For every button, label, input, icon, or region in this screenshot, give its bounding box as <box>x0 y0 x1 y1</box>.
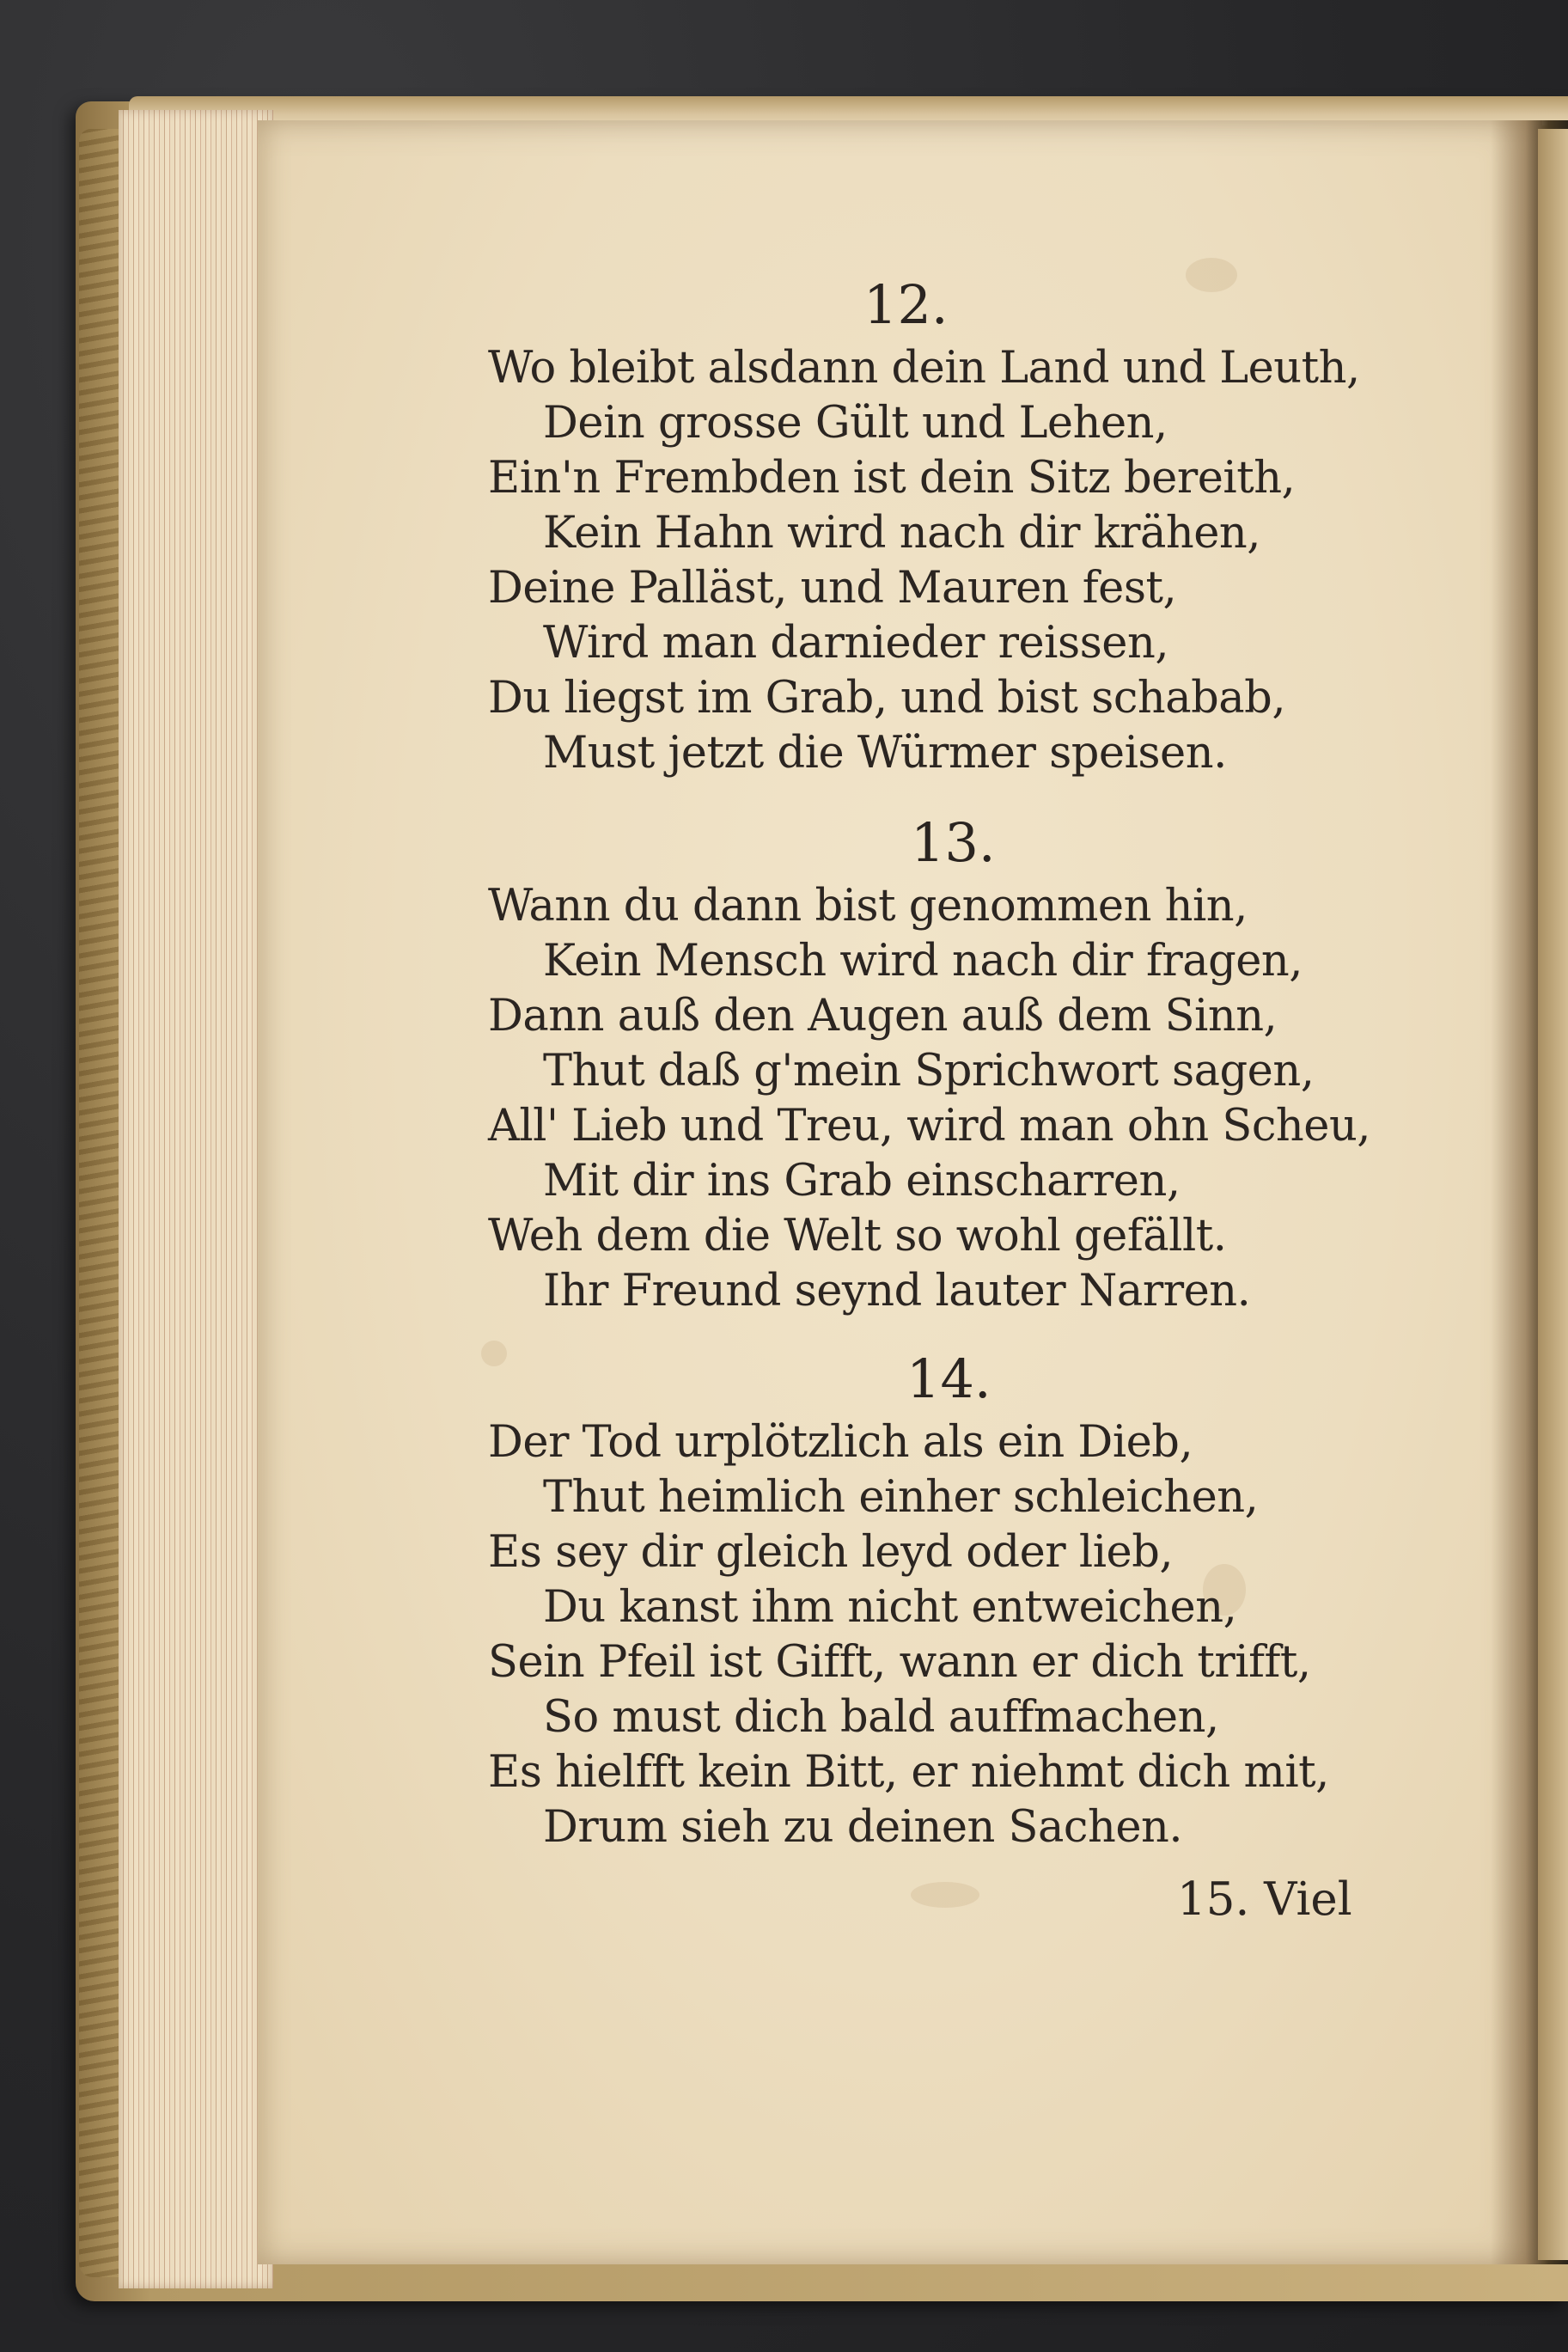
verse-line: Wann du dann bist genommen hin, <box>488 881 1248 932</box>
verse-line: Ihr Freund seynd lauter Narren. <box>543 1266 1251 1317</box>
verse-line: So must dich bald auffmachen, <box>543 1692 1219 1743</box>
verse-line: Wird man darnieder reissen, <box>543 618 1169 669</box>
facing-page-sliver <box>1538 129 1568 2260</box>
verse-line: Der Tod urplötzlich als ein Dieb, <box>488 1417 1193 1468</box>
verse-line: Wo bleibt alsdann dein Land und Leuth, <box>488 343 1360 394</box>
verse-line: Thut heimlich einher schleichen, <box>543 1472 1259 1523</box>
catchword: 15. Viel <box>1177 1873 1352 1926</box>
verse-line: Ein'n Frembden ist dein Sitz bereith, <box>488 453 1296 504</box>
verse-line: Sein Pfeil ist Gifft, wann er dich trifft, <box>488 1637 1311 1688</box>
stanza-number: 12. <box>863 273 949 336</box>
foxing-spot <box>1186 258 1237 292</box>
stanza-number: 14. <box>906 1347 991 1410</box>
cover-marble-edge <box>79 129 120 2277</box>
verse-line: Es sey dir gleich leyd oder lieb, <box>488 1527 1174 1578</box>
verse-line: Drum sieh zu deinen Sachen. <box>543 1802 1183 1853</box>
verse-line: Dein grosse Gült und Lehen, <box>543 398 1168 449</box>
stanza-number: 13. <box>911 811 996 874</box>
verse-line: Es hielfft kein Bitt, er niehmt dich mit, <box>488 1747 1329 1798</box>
foxing-spot <box>911 1882 979 1908</box>
verse-line: Kein Mensch wird nach dir fragen, <box>543 936 1303 987</box>
verse-line: Du liegst im Grab, und bist schabab, <box>488 673 1286 724</box>
verse-line: Must jetzt die Würmer speisen. <box>543 728 1227 779</box>
verse-line: All' Lieb und Treu, wird man ohn Scheu, <box>488 1101 1371 1152</box>
verse-line: Kein Hahn wird nach dir krähen, <box>543 508 1260 559</box>
verse-line: Weh dem die Welt so wohl gefällt. <box>488 1211 1227 1262</box>
foxing-spot <box>481 1341 507 1366</box>
verse-line: Dann auß den Augen auß dem Sinn, <box>488 991 1278 1042</box>
verse-line: Deine Palläst, und Mauren fest, <box>488 563 1177 614</box>
page-block-edges <box>119 110 273 2288</box>
verse-line: Thut daß g'mein Sprichwort sagen, <box>543 1046 1315 1097</box>
verse-line: Mit dir ins Grab einscharren, <box>543 1156 1181 1207</box>
verse-line: Du kanst ihm nicht entweichen, <box>543 1582 1237 1633</box>
